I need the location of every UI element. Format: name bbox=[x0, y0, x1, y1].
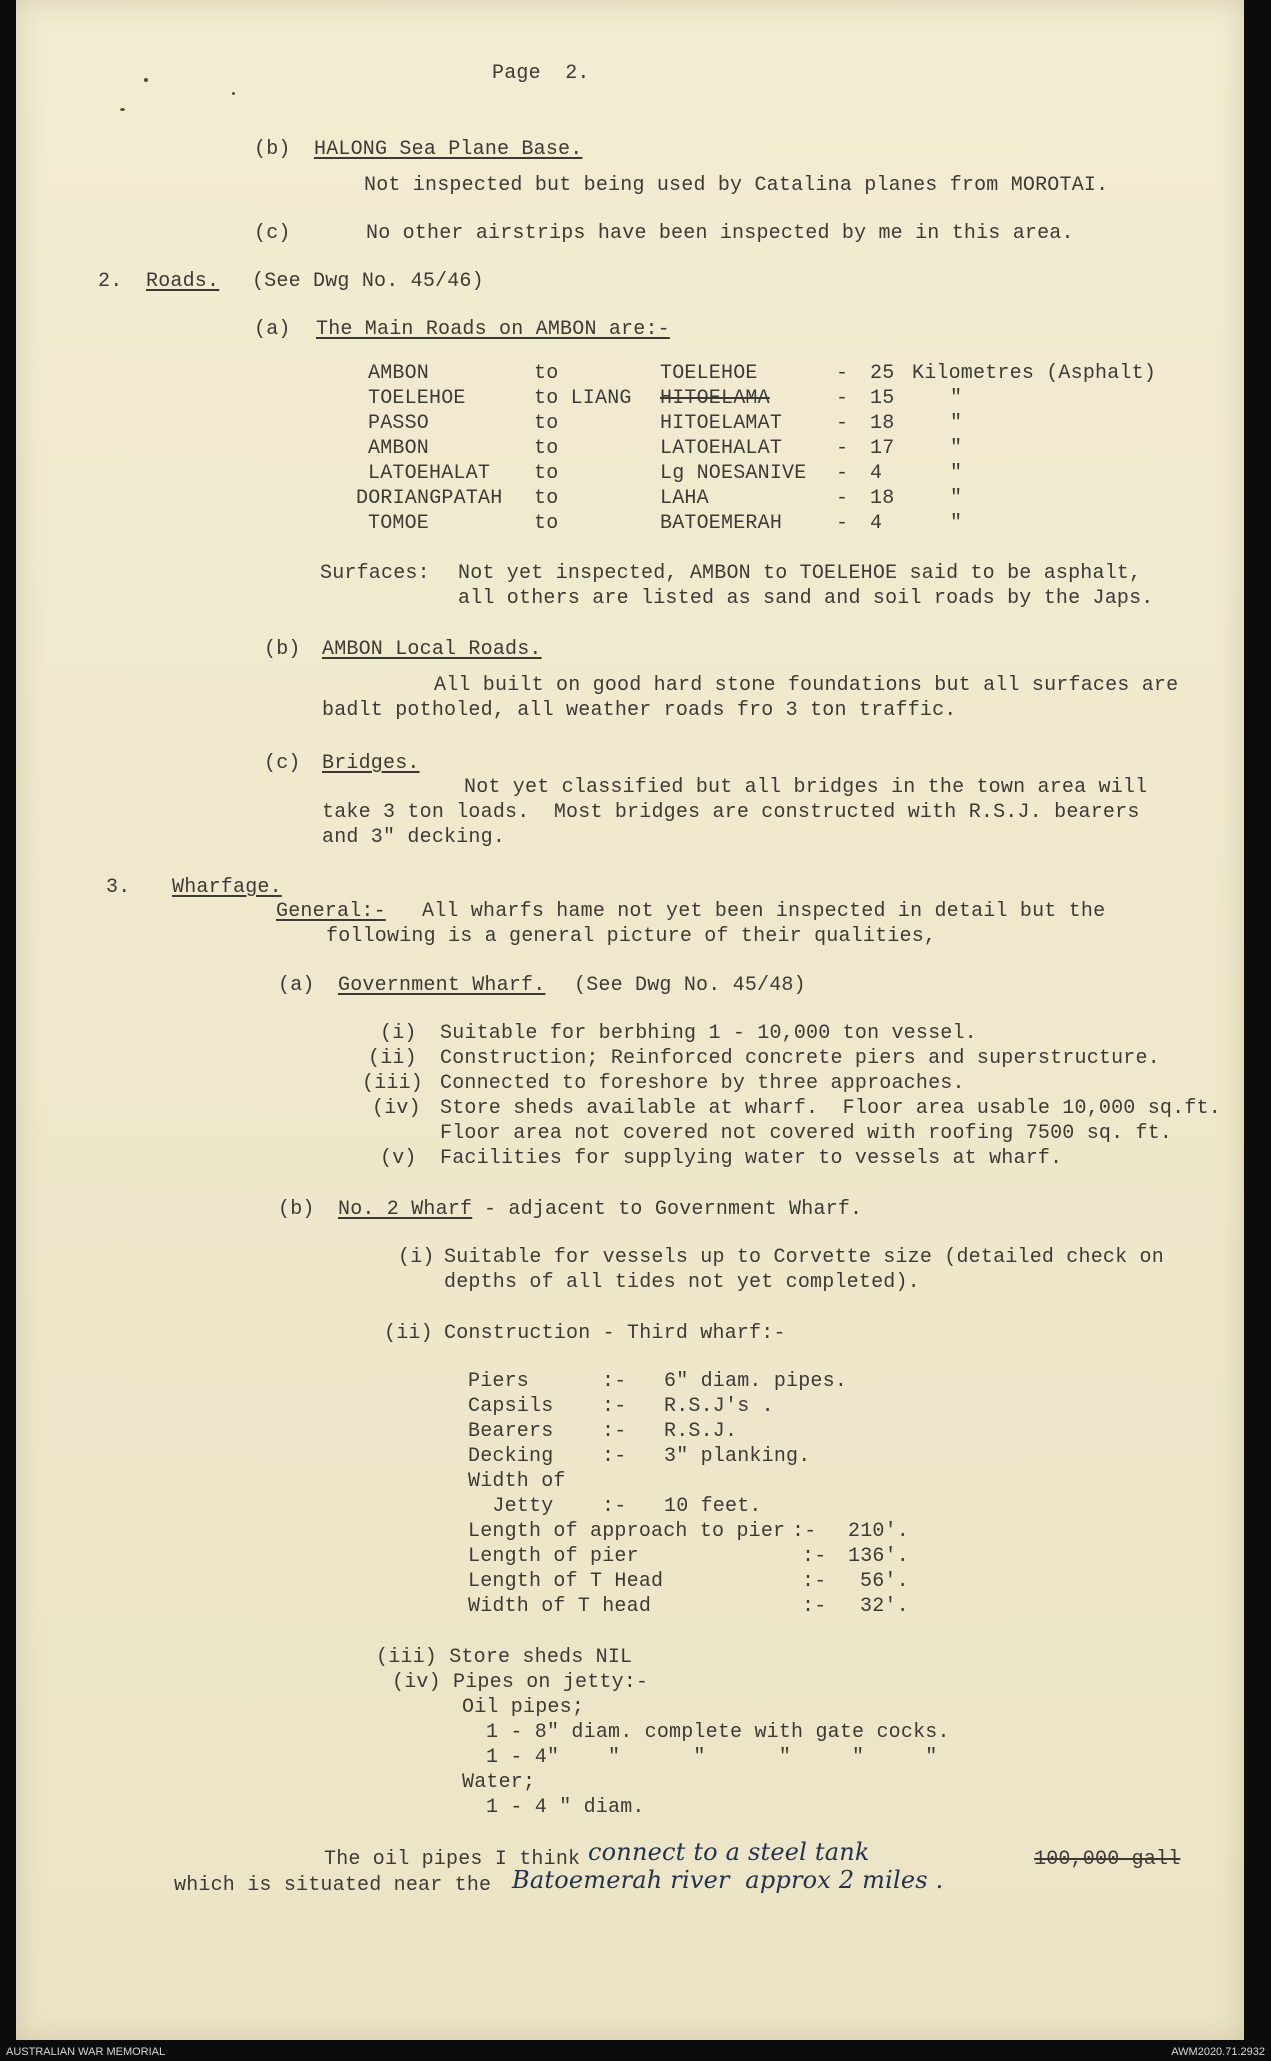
road-dest: HITOELAMAT bbox=[660, 412, 783, 435]
spec-key: Width of bbox=[468, 1470, 566, 1493]
item-label: (c) bbox=[254, 222, 291, 245]
road-from: DORIANGPATAH bbox=[356, 487, 503, 510]
spec-sep: :- bbox=[602, 1395, 627, 1418]
road-to: to bbox=[534, 512, 559, 535]
paragraph: all others are listed as sand and soil roads by the Japs. bbox=[458, 587, 1154, 610]
road-km: 17 bbox=[870, 437, 895, 460]
length-sep: :- bbox=[802, 1545, 827, 1568]
pipes-label: Water; bbox=[462, 1771, 536, 1794]
list-item-number: (v) bbox=[380, 1147, 417, 1170]
road-note: " bbox=[950, 487, 963, 510]
road-dest: LATOEHALAT bbox=[660, 437, 783, 460]
item-title: Bridges. bbox=[322, 752, 420, 775]
spec-key: Bearers bbox=[468, 1420, 554, 1443]
road-to: to bbox=[534, 412, 559, 435]
road-from: TOELEHOE bbox=[368, 387, 466, 410]
road-dash: - bbox=[836, 462, 849, 485]
length-value: 136'. bbox=[848, 1545, 910, 1568]
road-note: " bbox=[950, 437, 963, 460]
list-item-number: (ii) bbox=[368, 1047, 417, 1070]
paragraph: Suitable for vessels up to Corvette size (detailed check on bbox=[444, 1246, 1164, 1269]
road-to: to bbox=[534, 487, 559, 510]
length-key: Length of T Head bbox=[468, 1570, 664, 1593]
road-to: to LIANG bbox=[534, 387, 632, 410]
spec-value: 3" planking. bbox=[664, 1445, 811, 1468]
list-item: Construction; Reinforced concrete piers and superstructure. bbox=[440, 1047, 1160, 1070]
item-title: HALONG Sea Plane Base. bbox=[314, 138, 583, 161]
paragraph: following is a general picture of their qualities, bbox=[326, 925, 937, 948]
pipe-spec: 1 - 4" " " " " " bbox=[486, 1746, 938, 1769]
drawing-ref: (See Dwg No. 45/46) bbox=[252, 270, 484, 293]
paragraph: No other airstrips have been inspected by me in this area. bbox=[366, 222, 1074, 245]
road-km: 15 bbox=[870, 387, 895, 410]
closing-typed: The oil pipes I think bbox=[324, 1848, 581, 1871]
spec-sep: :- bbox=[602, 1370, 627, 1393]
road-dest: TOELEHOE bbox=[660, 362, 758, 385]
handwritten-note: Batoemerah river approx 2 miles . bbox=[512, 1866, 944, 1894]
item-title: The Main Roads on AMBON are:- bbox=[316, 318, 670, 341]
road-from: TOMOE bbox=[368, 512, 430, 535]
road-dash: - bbox=[836, 362, 849, 385]
item-label: (a) bbox=[254, 318, 291, 341]
list-item: (iv) Pipes on jetty:- bbox=[392, 1671, 649, 1694]
road-km: 4 bbox=[870, 462, 883, 485]
road-dash: - bbox=[836, 412, 849, 435]
road-to: to bbox=[534, 437, 559, 460]
spec-key: Jetty bbox=[468, 1495, 554, 1518]
spec-sep: :- bbox=[602, 1445, 627, 1468]
item-label: (c) bbox=[264, 752, 301, 775]
item-label: (b) bbox=[264, 638, 301, 661]
page-number: Page 2. bbox=[492, 62, 590, 85]
handwritten-note: connect to a steel tank bbox=[588, 1838, 870, 1866]
paragraph: and 3" decking. bbox=[322, 826, 506, 849]
road-note: " bbox=[950, 387, 963, 410]
road-dash: - bbox=[836, 512, 849, 535]
road-dash: - bbox=[836, 487, 849, 510]
spec-value: 6" diam. pipes. bbox=[664, 1370, 848, 1393]
length-key: Length of pier bbox=[468, 1545, 639, 1568]
list-item-number: (iii) bbox=[362, 1072, 424, 1095]
drawing-ref: (See Dwg No. 45/48) bbox=[574, 974, 806, 997]
road-note: Kilometres (Asphalt) bbox=[912, 362, 1157, 385]
road-dash: - bbox=[836, 437, 849, 460]
road-note: " bbox=[950, 512, 963, 535]
list-item: Suitable for berbhing 1 - 10,000 ton vessel. bbox=[440, 1022, 977, 1045]
item-title: No. 2 Wharf bbox=[338, 1198, 473, 1221]
paragraph: Construction - Third wharf:- bbox=[444, 1322, 786, 1345]
road-from: LATOEHALAT bbox=[368, 462, 491, 485]
spec-key: Capsils bbox=[468, 1395, 554, 1418]
road-dest: BATOEMERAH bbox=[660, 512, 783, 535]
item-title: Government Wharf. bbox=[338, 974, 546, 997]
length-value: 210'. bbox=[848, 1520, 910, 1543]
section-number: 2. bbox=[98, 270, 123, 293]
archive-reference: AWM2020.71.2932 bbox=[1171, 2046, 1265, 2058]
road-km: 18 bbox=[870, 487, 895, 510]
paragraph: Not inspected but being used by Catalina planes from MOROTAI. bbox=[364, 174, 1109, 197]
paragraph: badlt potholed, all weather roads fro 3 ton traffic. bbox=[322, 699, 957, 722]
length-value: 32'. bbox=[860, 1595, 909, 1618]
spec-sep: :- bbox=[602, 1420, 627, 1443]
item-label: (a) bbox=[278, 974, 315, 997]
spec-value: R.S.J's . bbox=[664, 1395, 774, 1418]
closing-typed: which is situated near the bbox=[174, 1874, 492, 1897]
spec-key: Piers bbox=[468, 1370, 530, 1393]
road-km: 4 bbox=[870, 512, 883, 535]
pipe-spec: 1 - 4 " diam. bbox=[486, 1796, 645, 1819]
list-item: Store sheds available at wharf. Floor area usable 10,000 sq.ft. bbox=[440, 1097, 1221, 1120]
road-dest: Lg NOESANIVE bbox=[660, 462, 807, 485]
list-item-number: (i) bbox=[380, 1022, 417, 1045]
list-item-number: (iv) bbox=[372, 1097, 421, 1120]
road-to: to bbox=[534, 362, 559, 385]
length-sep: :- bbox=[792, 1520, 817, 1543]
paragraph: take 3 ton loads. Most bridges are constructed with R.S.J. bearers bbox=[322, 801, 1140, 824]
paragraph: Not yet classified but all bridges in the town area will bbox=[464, 776, 1148, 799]
section-number: 3. bbox=[106, 876, 131, 899]
list-item-number: (i) bbox=[398, 1246, 435, 1269]
spec-value: 10 feet. bbox=[664, 1495, 762, 1518]
road-note: " bbox=[950, 462, 963, 485]
road-km: 18 bbox=[870, 412, 895, 435]
road-from: AMBON bbox=[368, 437, 430, 460]
list-item: Facilities for supplying water to vessels at wharf. bbox=[440, 1147, 1063, 1170]
road-to: to bbox=[534, 462, 559, 485]
paragraph: Not yet inspected, AMBON to TOELEHOE said to be asphalt, bbox=[458, 562, 1142, 585]
archive-footer bbox=[0, 2045, 1271, 2061]
surfaces-label: Surfaces: bbox=[320, 562, 430, 585]
document-page bbox=[16, 0, 1244, 2040]
struck-text: 100,000 gall bbox=[1034, 1848, 1181, 1871]
paragraph: depths of all tides not yet completed). bbox=[444, 1271, 920, 1294]
road-dest: HITOELAMA bbox=[660, 387, 770, 410]
list-item: (iii) Store sheds NIL bbox=[376, 1646, 633, 1669]
list-item: Floor area not covered not covered with roofing 7500 sq. ft. bbox=[440, 1122, 1173, 1145]
spec-key: Decking bbox=[468, 1445, 554, 1468]
road-from: AMBON bbox=[368, 362, 430, 385]
paragraph: All built on good hard stone foundations but all surfaces are bbox=[434, 674, 1179, 697]
road-dash: - bbox=[836, 387, 849, 410]
length-value: 56'. bbox=[860, 1570, 909, 1593]
road-km: 25 bbox=[870, 362, 895, 385]
archive-name: AUSTRALIAN WAR MEMORIAL bbox=[6, 2046, 166, 2058]
paragraph: - adjacent to Government Wharf. bbox=[484, 1198, 863, 1221]
spec-sep: :- bbox=[602, 1495, 627, 1518]
length-key: Width of T head bbox=[468, 1595, 652, 1618]
road-note: " bbox=[950, 412, 963, 435]
paragraph: All wharfs hame not yet been inspected in detail but the bbox=[422, 900, 1106, 923]
pipe-spec: 1 - 8" diam. complete with gate cocks. bbox=[486, 1721, 950, 1744]
length-key: Length of approach to pier bbox=[468, 1520, 786, 1543]
list-item-number: (ii) bbox=[384, 1322, 433, 1345]
spec-value: R.S.J. bbox=[664, 1420, 738, 1443]
item-label: (b) bbox=[254, 138, 291, 161]
item-title: AMBON Local Roads. bbox=[322, 638, 542, 661]
road-dest: LAHA bbox=[660, 487, 709, 510]
length-sep: :- bbox=[802, 1570, 827, 1593]
list-item: Connected to foreshore by three approaches. bbox=[440, 1072, 965, 1095]
pipes-label: Oil pipes; bbox=[462, 1696, 585, 1719]
section-title: Wharfage. bbox=[172, 876, 282, 899]
road-from: PASSO bbox=[368, 412, 430, 435]
item-label: (b) bbox=[278, 1198, 315, 1221]
general-label: General:- bbox=[276, 900, 386, 923]
length-sep: :- bbox=[802, 1595, 827, 1618]
section-title: Roads. bbox=[146, 270, 220, 293]
